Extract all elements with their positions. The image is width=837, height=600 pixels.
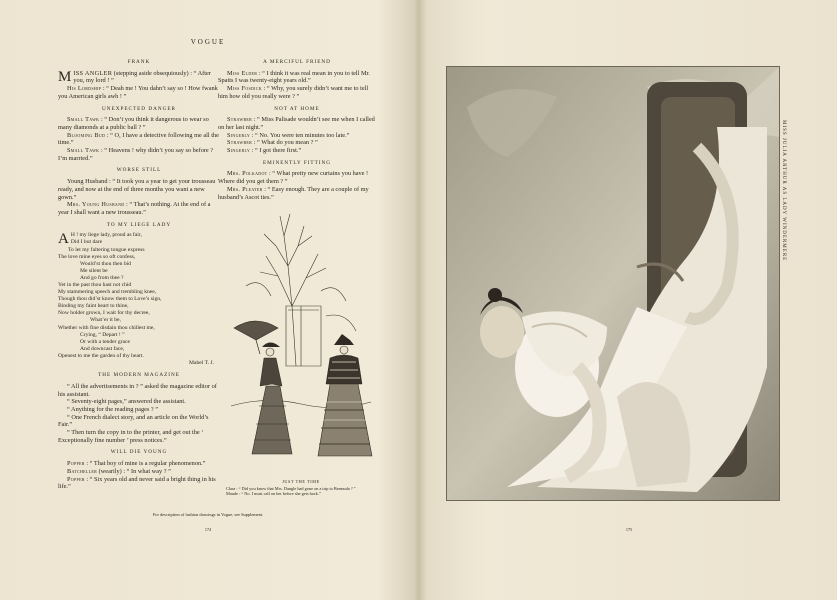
poem-line: Now holder grown, I wait for thy decree, (58, 310, 150, 317)
heading-worse-still: WORSE STILL (116, 167, 162, 174)
illustration-caption (226, 486, 380, 497)
merciful-line-1: Miss Elder : “ I think it was real mean in you to tell Mr. Spatts I was twenty-eight years old.” (218, 69, 370, 85)
poem-line: Openest to me the garden of thy heart. (58, 352, 144, 359)
running-header: VOGUE (190, 38, 226, 46)
poem-line: A H ! my liege lady, proud as fair, (58, 231, 142, 248)
magazine-line: “ All the advertisements in ? ” asked the magazine editor of his assistant. (58, 382, 217, 398)
merciful-line-2: Miss Fosdick : “ Why, you surely didn’t want me to tell him how old you really were ? ” (218, 85, 369, 100)
left-page (0, 0, 416, 600)
heading-merciful-friend: A MERCIFUL FRIEND (263, 59, 331, 65)
poem-line: To let my faltering tongue express (68, 246, 145, 253)
poem-line: Or with a tender grace (80, 338, 131, 345)
heading-liege-lady: TO MY LIEGE LADY (106, 221, 172, 228)
left-text-column (58, 54, 220, 491)
poem-line: Did I but dare (70, 239, 103, 246)
not-home-line-2: Singerly : “ No. You were ten minutes too late.” (227, 131, 350, 139)
photo-side-caption: MISS JULIA ARTHUR AS LADY WINDERMERE (781, 120, 786, 262)
poem-line: Binding my faint heart to thine, (58, 303, 129, 310)
fashion-illustration (226, 206, 376, 476)
heading-unexpected-danger: UNEXPECTED DANGER (102, 105, 176, 112)
will-die-line-1: Popper : “ That boy of mine is a regular phenomenon.” (67, 460, 206, 468)
dropcap-m: M (58, 68, 72, 85)
two-ladies-drawing (226, 206, 376, 476)
unexpected-line-1: Small Tawk : “ Don’t you think it dangerous to wear so many diamonds at a public ball ? ” (58, 116, 209, 131)
fitting-line-1: Mrs. Polkadot : “ What pretty new curtains you have ! Where did you get them ? ” (218, 170, 369, 186)
poem-line: What’er it be, (90, 317, 121, 324)
magazine-line: “ One French dialect story, and an article on the World’s Fair.” (58, 413, 209, 429)
page-number-right: 175 (625, 527, 633, 532)
lady-left (234, 321, 292, 454)
will-die-line-3: Popper : “ Six years old and never said a bright thing in his life.” (58, 475, 216, 491)
heading-will-die-young: WILL DIE YOUNG (110, 449, 168, 456)
unexpected-line-2: Blooming Bud : “ O, I have a detective following me all the time.” (58, 131, 219, 147)
illustration-title: JUST THE TIME (282, 479, 320, 484)
right-page (421, 0, 837, 600)
fitting-line-2: Mrs. Pleater : “ Easy enough. They are a couple of my husband’s Ascot ties.” (218, 185, 369, 201)
page-number-left: 174 (204, 527, 212, 532)
not-home-line-1: Strawber : “ Miss Palisade wouldn’t see me when I called on her last night.” (218, 116, 375, 131)
frank-line-2: His Lordship : “ Deah me ! You dahn’t say so ! How fwank you American girls awh ! ” (58, 85, 218, 100)
right-text-column (218, 54, 376, 201)
dropcap-a: A (58, 231, 69, 248)
poem-line: Whether with fine disdain thou chillest me, (58, 324, 155, 331)
caption-line-2: Maude : “ No. I must call on her before she gets back.” (226, 491, 321, 497)
worse-line-1: Young Husband : “ It took you a year to get your trousseau ready, and now at the end of three months you want a new gown.” (58, 178, 216, 201)
portrait-photograph (447, 67, 779, 500)
heading-frank: FRANK (127, 59, 151, 65)
worse-line-2: Mrs. Young Husband : “ That’s nothing. At the end of a year I shall want a new trousseau.” (58, 201, 211, 216)
poem (58, 232, 220, 367)
heading-modern-magazine: THE MODERN MAGAZINE (98, 372, 180, 379)
heading-eminently-fitting: EMINENTLY FITTING (262, 159, 331, 166)
poem-line: And downcast face, (80, 345, 125, 352)
frank-line-1: MISS ANGLER (stepping aside obsequiously) : “ After you, my lord ! ” (58, 68, 211, 85)
poem-line: Would’st thou then bid (80, 260, 131, 267)
poem-signature: Mabel T. J. (189, 360, 214, 367)
magazine-line: “ Then turn the copy in to the printer, and get out the ‘ Exceptionally fine number ’ press notices.” (58, 429, 204, 444)
poem-line: And go from thee ? (80, 274, 124, 281)
unexpected-line-3: Small Tawk : “ Heavens ! why didn’t you say so before ? I’m married.” (58, 147, 214, 162)
will-die-line-2: Batcheller (wearily) : “ In what way ? ” (67, 467, 171, 475)
not-home-line-4: Singerly : “ I got there first.” (227, 147, 302, 155)
poem-line: Crying, “ Depart ! ” (80, 331, 125, 338)
poem-line: My stammering speech and trembling knee, (58, 289, 157, 296)
caption-line-1: Clara : “ Did you know that Mrs. Dangle had gone on a trip to Bermuda ? ” (226, 486, 356, 491)
poem-line: Though thou did’st know them to Love’s sign, (58, 296, 162, 303)
heading-not-at-home: NOT AT HOME (274, 105, 320, 112)
not-home-line-3: Strawber : “ What do you mean ? ” (227, 139, 318, 147)
reclining-woman-photo (447, 67, 779, 500)
magazine-line: “ Seventy-eight pages,” answered the assistant. (67, 398, 186, 406)
poem-line: Yet in the past thou hast not chid (58, 282, 132, 289)
magazine-line: “ Anything for the reading pages ? ” (67, 405, 159, 413)
poem-line: The love mine eyes so oft confess, (58, 253, 136, 260)
lady-right (318, 334, 372, 456)
poem-line: Me silent be (80, 267, 108, 274)
footnote: For description of fashion drawings in Vogue, see Supplement. (152, 512, 264, 517)
